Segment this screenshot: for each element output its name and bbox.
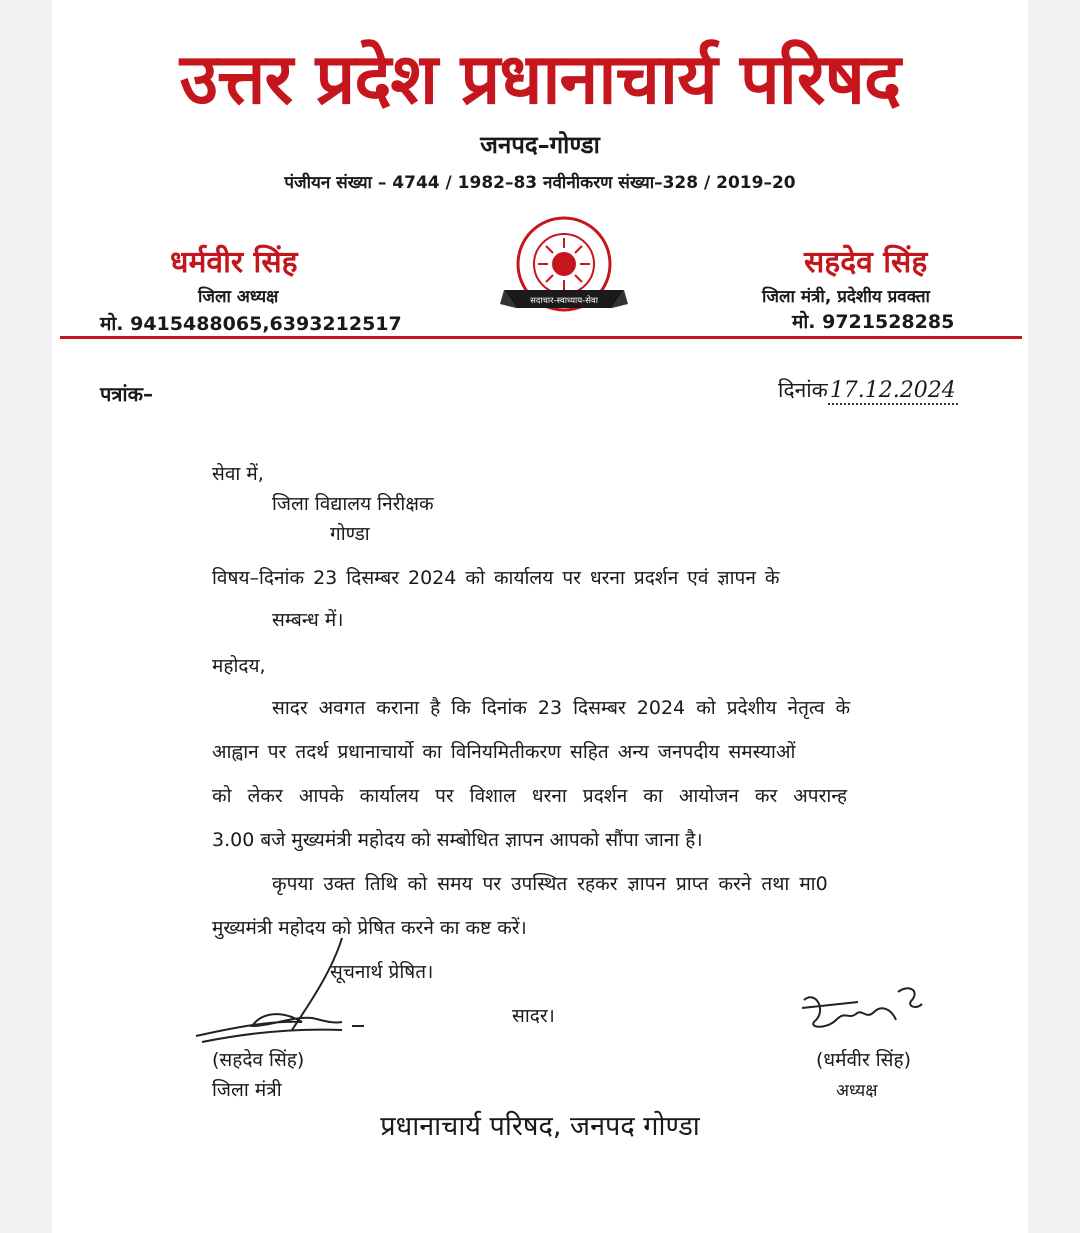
left-signatory-name: (सहदेव सिंह) [212,1049,305,1071]
emblem-motto: सदाचार-स्वाध्याय-सेवा [530,296,598,306]
paragraph-2-line-1: कृपया उक्त तिथि को समय पर उपस्थित रहकर ज्ञापन प्राप्त करने तथा मा0 [272,873,828,895]
paragraph-2-line-2: मुख्यमंत्री महोदय को प्रेषित करने का कष्ट करें। [212,917,527,939]
right-officer-phone: मो. 9721528285 [792,311,955,333]
registration-line: पंजीयन संख्या – 4744 / 1982–83 नवीनीकरण संख्या–328 / 2019–20 [284,173,796,193]
right-officer-role: जिला मंत्री, प्रदेशीय प्रवक्ता [762,287,930,307]
addressee-title: जिला विद्यालय निरीक्षक [272,493,434,515]
left-officer-role: जिला अध्यक्ष [198,287,279,307]
greeting: महोदय, [212,655,266,677]
for-information-line: सूचनार्थ प्रेषित। [330,961,434,983]
right-officer-name: सहदेव सिंह [804,245,928,280]
paragraph-1-line-4: 3.00 बजे मुख्यमंत्री महोदय को सम्बोधित ज्ञापन आपको सौंपा जाना है। [212,829,703,851]
left-officer-name: धर्मवीर सिंह [170,245,298,280]
right-signature-scribble [796,980,936,1050]
addressee-location: गोण्डा [330,523,370,545]
paragraph-1-line-3: को लेकर आपके कार्यालय पर विशाल धरना प्रदर्शन का आयोजन कर अपरान्ह [212,785,848,807]
salutation-to: सेवा में, [212,463,264,485]
left-officer-phone: मो. 9415488065,6393212517 [100,313,402,335]
date-label: दिनांक [778,378,828,402]
respectfully-closing: सादर। [512,1005,555,1027]
right-signatory-name: (धर्मवीर सिंह) [816,1049,912,1071]
paragraph-1-line-2: आह्वान पर तदर्थ प्रधानाचार्यो का विनियमितीकरण सहित अन्य जनपदीय समस्याओं [212,741,796,763]
subject-line-1: विषय–दिनांक 23 दिसम्बर 2024 को कार्यालय पर धरना प्रदर्शन एवं ज्ञापन के [212,567,780,589]
reference-label: पत्रांक– [100,382,153,406]
organization-title: उत्तर प्रदेश प्रधानाचार्य परिषद [179,38,901,120]
date-value: 17.12.2024 [829,378,956,403]
letter-page [52,0,1028,1233]
left-signature-scribble [192,930,392,1050]
right-signatory-role: अध्यक्ष [836,1081,878,1101]
header-divider [60,336,1022,339]
district-name: जनपद–गोण्डा [480,131,600,159]
left-signatory-role: जिला मंत्री [212,1079,282,1101]
organization-emblem-logo [500,212,628,330]
subject-line-2: सम्बन्ध में। [272,609,344,631]
footer-organization: प्रधानाचार्य परिषद, जनपद गोण्डा [380,1111,700,1142]
date-line [778,376,958,404]
paragraph-1-line-1: सादर अवगत कराना है कि दिनांक 23 दिसम्बर 2024 को प्रदेशीय नेतृत्व के [272,697,851,719]
